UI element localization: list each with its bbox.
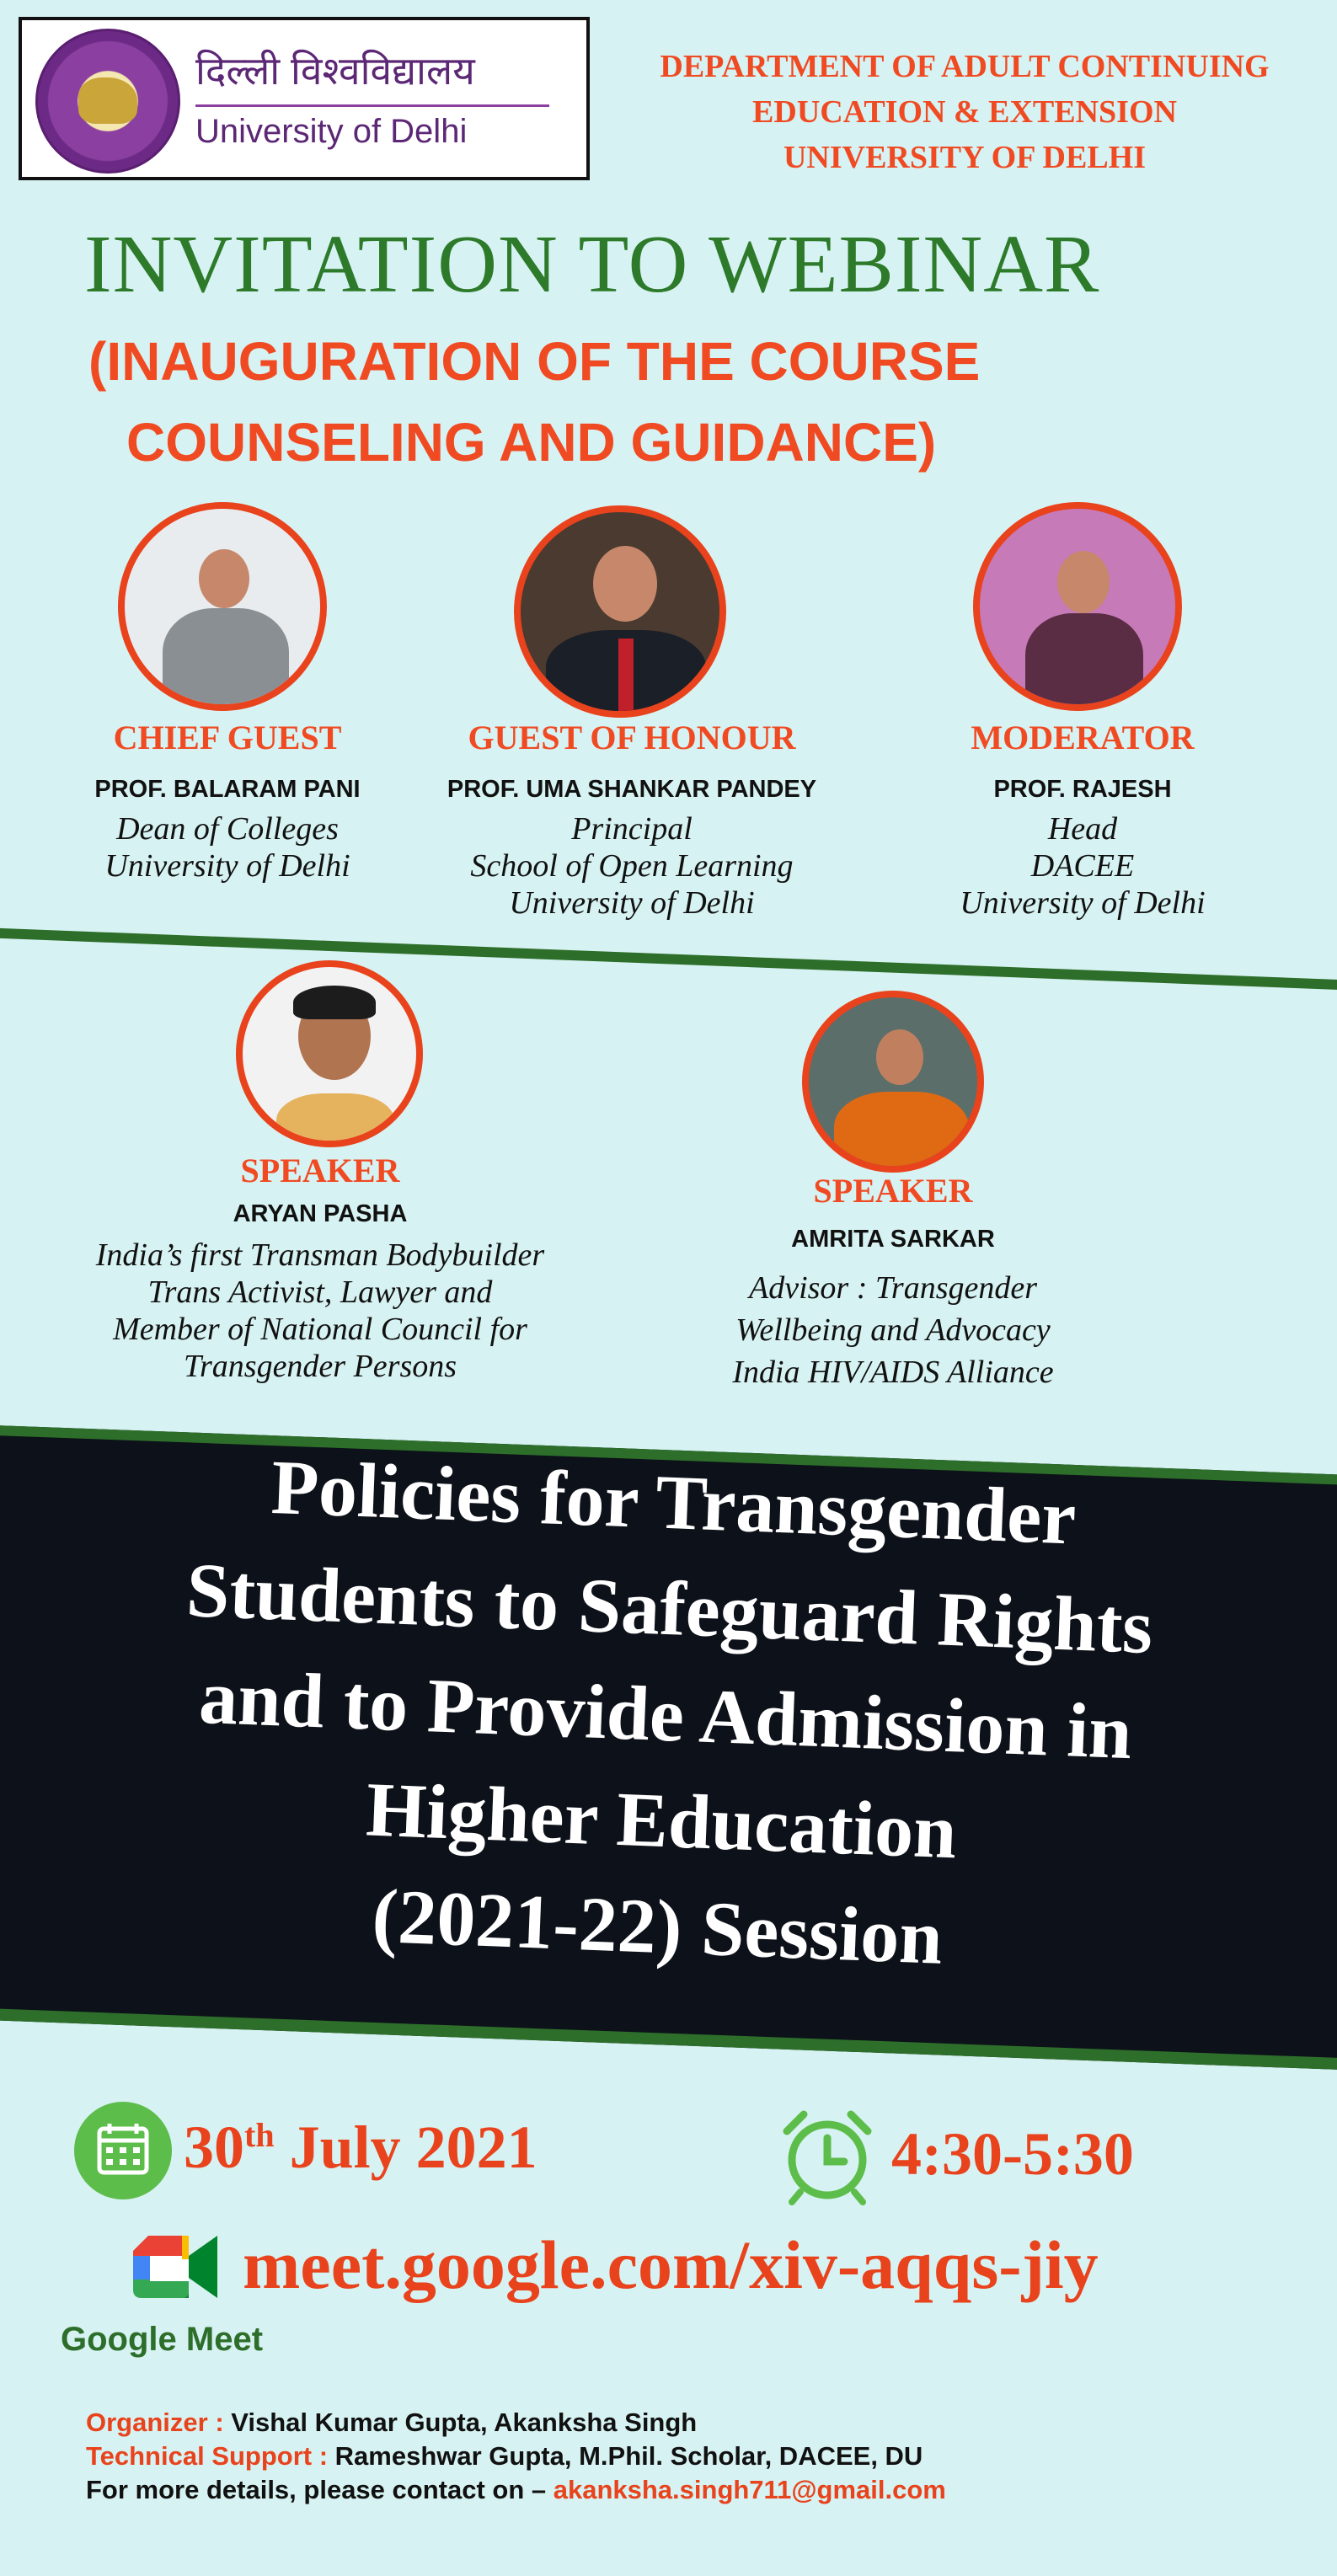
- department-heading: [607, 44, 1323, 180]
- alarm-clock-icon: [775, 2104, 880, 2209]
- guest-of-honour-photo: [514, 505, 726, 718]
- department-line-3: UNIVERSITY OF DELHI: [783, 140, 1147, 175]
- university-seal-icon: [35, 29, 180, 174]
- google-meet-icon: [133, 2231, 221, 2303]
- topic-line-2: Students to Safeguard Rights: [185, 1547, 1155, 1670]
- chief-guest-desc-1: Dean of Colleges: [116, 811, 339, 847]
- organizer-label: Organizer :: [86, 2408, 232, 2437]
- section-divider: [0, 927, 1337, 991]
- moderator-desc-2: DACEE: [1030, 848, 1135, 884]
- speaker-aryan-role: SPEAKER: [240, 1152, 400, 1189]
- speaker-amrita-desc-2: Wellbeing and Advocacy: [735, 1312, 1051, 1348]
- subtitle-line-2: COUNSELING AND GUIDANCE): [126, 412, 937, 473]
- topic-line-3: and to Provide Admission in: [197, 1653, 1134, 1776]
- speaker-amrita-photo: [802, 991, 984, 1173]
- event-time: 4:30-5:30: [891, 2120, 1134, 2188]
- speaker-aryan-photo: [236, 960, 423, 1147]
- moderator-block: [901, 718, 1264, 922]
- speaker-aryan-name: ARYAN PASHA: [233, 1200, 408, 1227]
- speaker-amrita-block: [657, 1171, 1129, 1393]
- contact-text: For more details, please contact on –: [86, 2475, 554, 2504]
- chief-guest-desc-2: University of Delhi: [104, 848, 350, 884]
- guest-of-honour-role: GUEST OF HONOUR: [468, 719, 796, 756]
- university-name-english: University of Delhi: [195, 113, 468, 150]
- chief-guest-block: [34, 718, 421, 884]
- meeting-link[interactable]: meet.google.com/xiv-aqqs-jiy: [243, 2226, 1099, 2303]
- guest-of-honour-desc-1: Principal: [571, 811, 693, 847]
- topic-line-1: Policies for Transgender: [270, 1443, 1078, 1561]
- subtitle-line-1: (INAUGURATION OF THE COURSE: [88, 331, 981, 392]
- guest-of-honour-name: PROF. UMA SHANKAR PANDEY: [447, 776, 817, 803]
- department-line-2: EDUCATION & EXTENSION: [752, 94, 1177, 130]
- topic-line-5: (2021-22) Session: [370, 1872, 944, 1980]
- contact-line: [86, 2475, 946, 2505]
- speaker-amrita-desc-1: Advisor : Transgender: [749, 1270, 1037, 1306]
- guest-of-honour-desc-2: School of Open Learning: [470, 848, 794, 884]
- webinar-topic: [7, 1424, 1324, 2005]
- speaker-aryan-desc-2: Trans Activist, Lawyer and: [147, 1275, 493, 1310]
- university-logo: [19, 17, 590, 180]
- moderator-role: MODERATOR: [971, 719, 1195, 756]
- moderator-name: PROF. RAJESH: [993, 776, 1172, 803]
- technical-support-label: Technical Support :: [86, 2441, 335, 2471]
- guest-of-honour-block: [413, 718, 851, 922]
- page-title: INVITATION TO WEBINAR: [84, 219, 1100, 310]
- moderator-photo: [973, 502, 1182, 711]
- university-name-hindi: दिल्ली विश्वविद्यालय: [195, 49, 475, 93]
- chief-guest-photo: [118, 502, 327, 711]
- chief-guest-name: PROF. BALARAM PANI: [94, 776, 361, 803]
- speaker-aryan-desc-1: India’s first Transman Bodybuilder: [95, 1237, 545, 1273]
- speaker-aryan-desc-4: Transgender Persons: [183, 1349, 457, 1384]
- calendar-icon: [74, 2102, 172, 2199]
- google-meet-label: Google Meet: [61, 2321, 264, 2358]
- event-date: 30th July 2021: [184, 2114, 537, 2181]
- moderator-desc-1: Head: [1047, 811, 1118, 847]
- speaker-aryan-block: [25, 1151, 615, 1385]
- organizer-names: Vishal Kumar Gupta, Akanksha Singh: [231, 2408, 698, 2437]
- contact-email[interactable]: akanksha.singh711@gmail.com: [553, 2475, 946, 2504]
- speaker-amrita-desc-3: India HIV/AIDS Alliance: [732, 1355, 1054, 1390]
- technical-support-names: Rameshwar Gupta, M.Phil. Scholar, DACEE, DU: [334, 2441, 923, 2471]
- guest-of-honour-desc-3: University of Delhi: [509, 885, 755, 921]
- speaker-amrita-name: AMRITA SARKAR: [791, 1226, 995, 1253]
- topic-line-4: Higher Education: [364, 1766, 959, 1875]
- speaker-amrita-role: SPEAKER: [813, 1172, 973, 1210]
- chief-guest-role: CHIEF GUEST: [113, 719, 342, 756]
- department-line-1: DEPARTMENT OF ADULT CONTINUING: [660, 49, 1270, 84]
- speaker-aryan-desc-3: Member of National Council for: [113, 1312, 527, 1347]
- moderator-desc-3: University of Delhi: [960, 885, 1206, 921]
- logo-divider: [195, 104, 549, 107]
- organizer-line: [86, 2408, 697, 2438]
- technical-support-line: [86, 2441, 923, 2472]
